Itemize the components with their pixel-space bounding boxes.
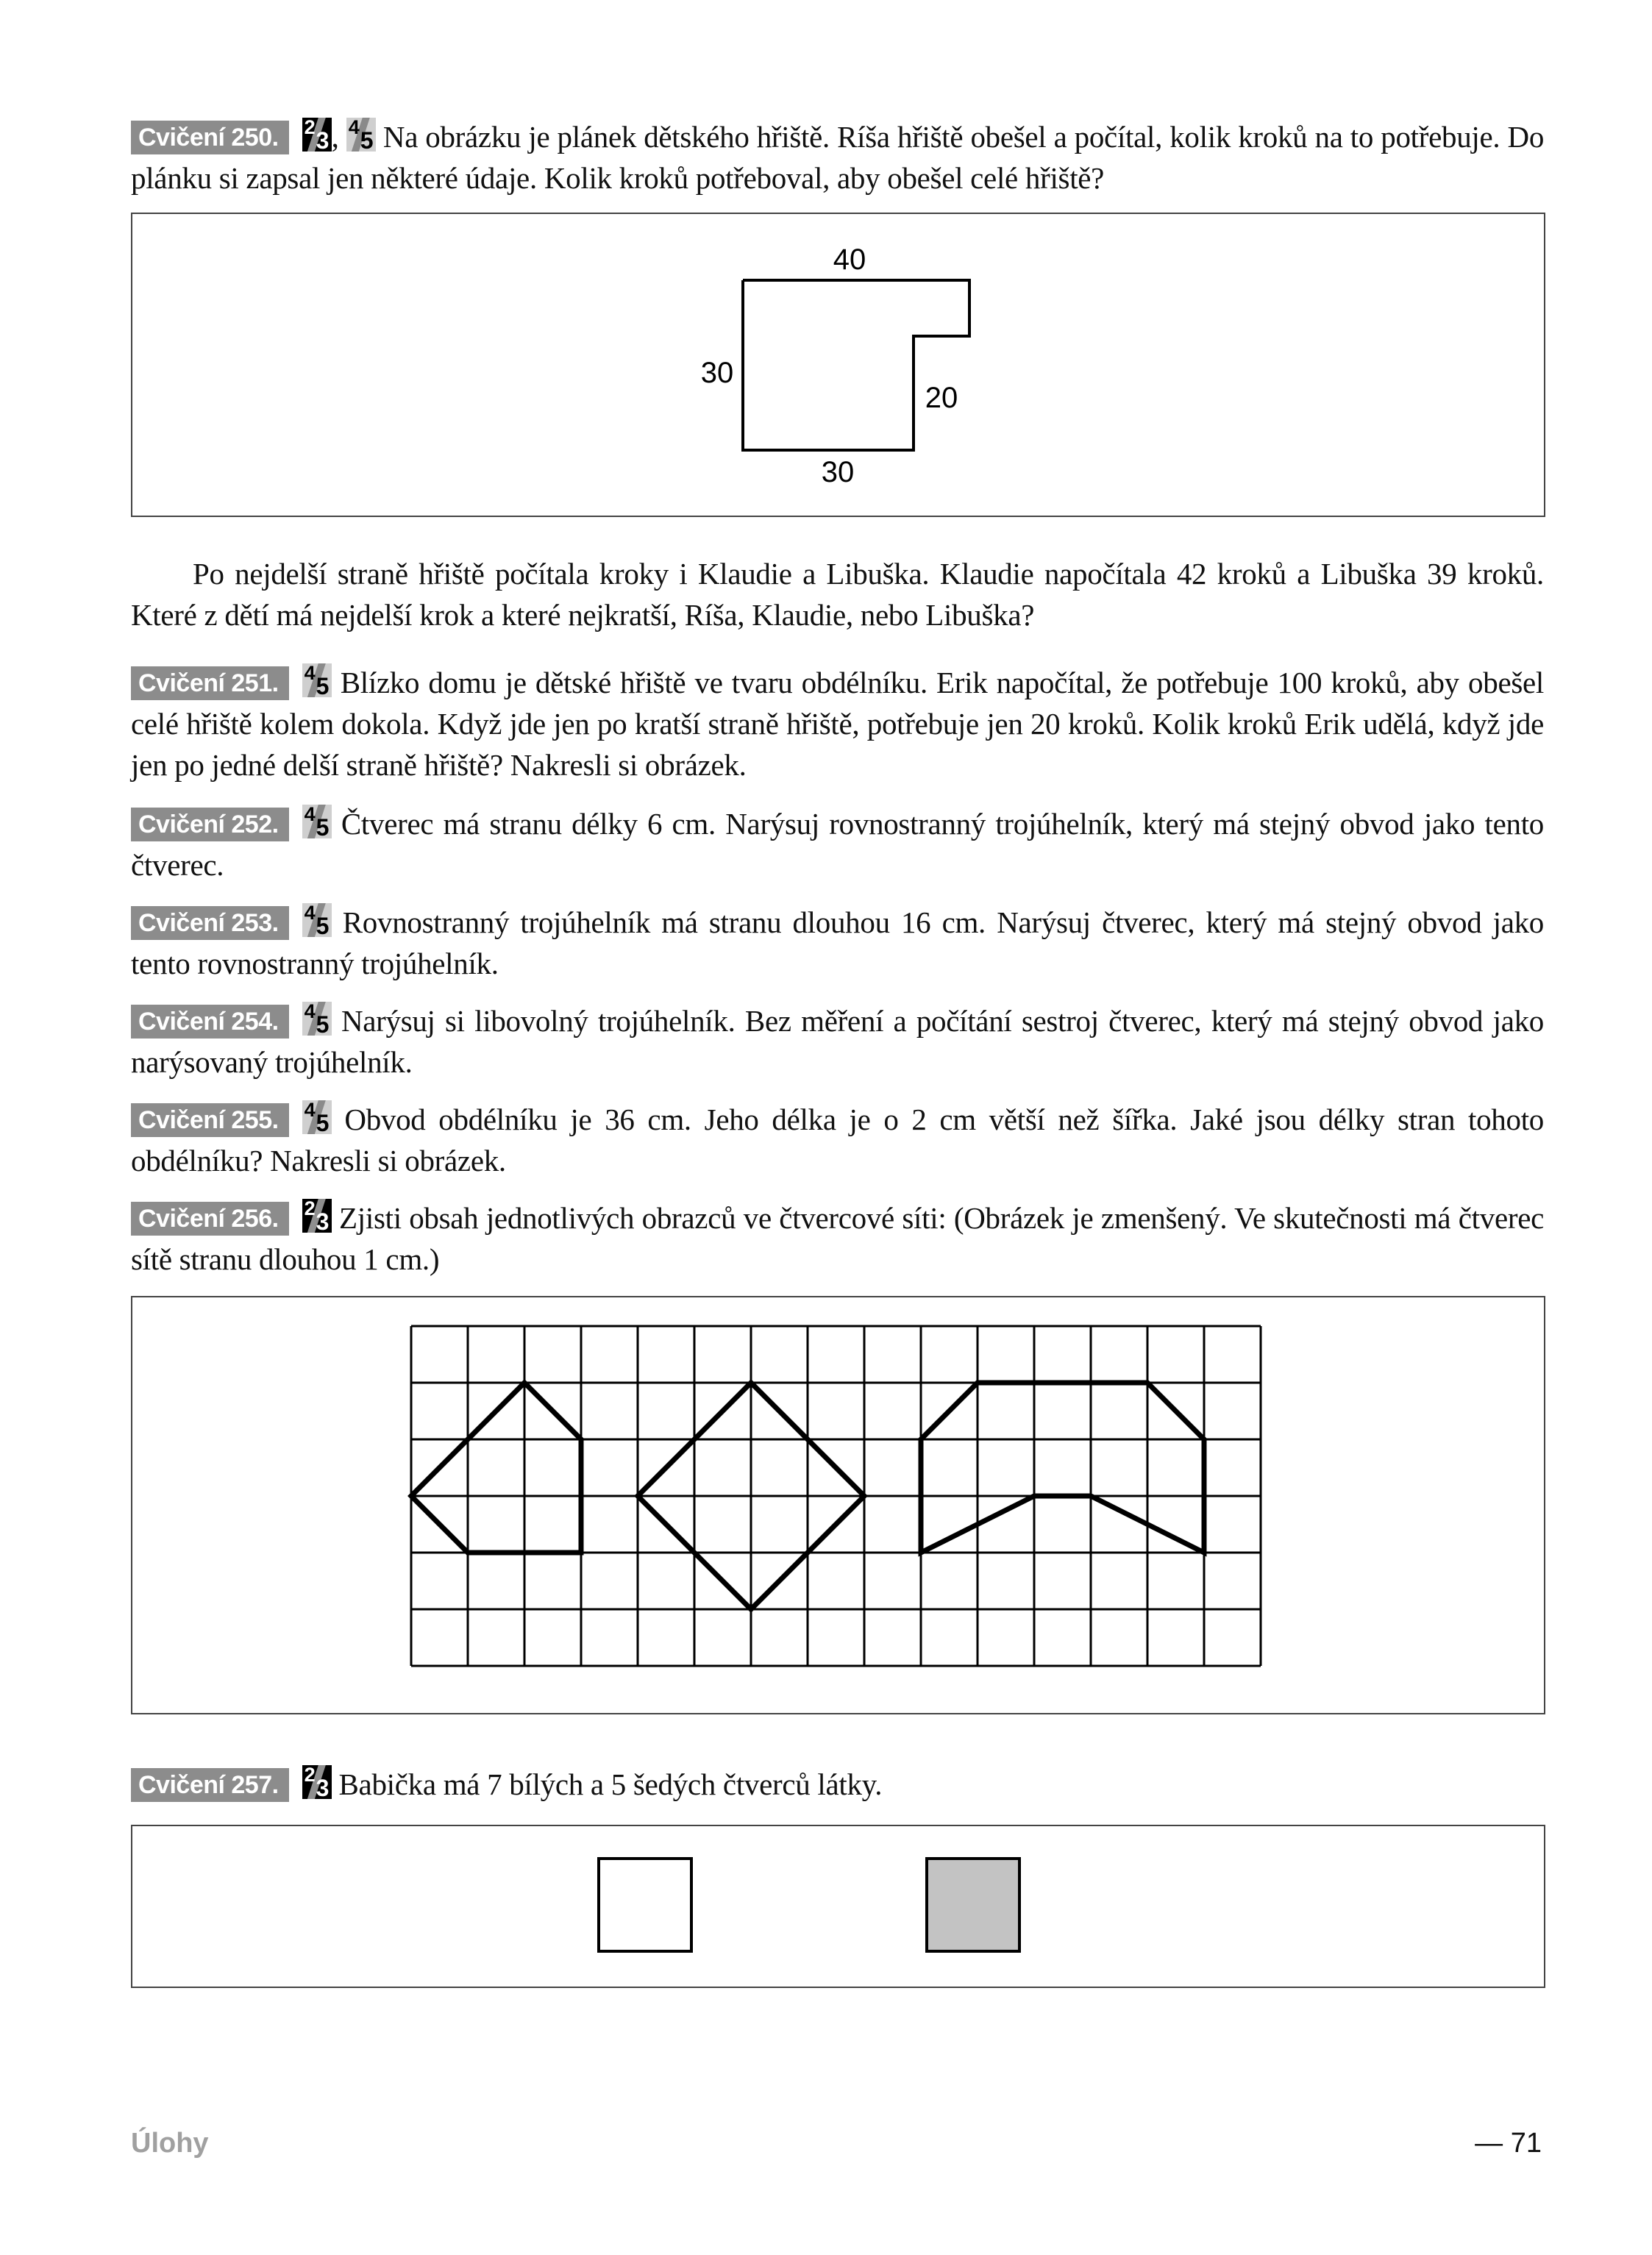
grade-badge-4-5: 4 5	[302, 903, 332, 937]
exercise-label: Cvičení 254.	[131, 1005, 289, 1039]
square-grid-diagram	[132, 1297, 1544, 1713]
exercise-257	[131, 1764, 1544, 1805]
grade-badge-2-3: 2 3	[302, 1765, 332, 1799]
dim-label-top: 40	[833, 243, 866, 276]
grade-badge-4-5: 4 5	[302, 1002, 332, 1036]
exercise-label: Cvičení 253.	[131, 906, 289, 940]
dim-label-bottom: 30	[821, 456, 855, 488]
exercise-label: Cvičení 257.	[131, 1768, 289, 1802]
exercise-256	[131, 1197, 1544, 1280]
exercise-label: Cvičení 256.	[131, 1202, 289, 1236]
grade-badge-4-5: 4 5	[302, 1100, 332, 1134]
exercise-label: Cvičení 255.	[131, 1103, 289, 1137]
grade-badge-4-5: 4 5	[302, 663, 332, 697]
grade-badge-2-3: 2 3	[302, 118, 332, 152]
exercise-251	[131, 662, 1544, 785]
exercise-252	[131, 803, 1544, 886]
exercise-text: Na obrázku je plánek dětského hřiště. Ríša hřiště obešel a počítal, kolik kroků na to potřebuje. Do plánku si zapsal jen některé údaje. Kolik kroků potřeboval, aby obešel celé hřiště?	[131, 120, 1545, 195]
exercise-254	[131, 1000, 1544, 1083]
playground-plan-figure	[131, 213, 1545, 517]
page-number: — 71	[1475, 2128, 1542, 2159]
dim-label-left: 30	[700, 357, 734, 389]
grade-badge-4-5: 4 5	[346, 118, 376, 152]
exercise-250-followup: Po nejdelší straně hřiště počítala kroky i Klaudie a Libuška. Klaudie napočítala 42 kroků a Libuška 39 kroků. Které z dětí má nejdelší krok a které nejkratší, Ríša, Klaudie, nebo Libuška?	[131, 557, 1544, 632]
grade-badge-4-5: 4 5	[302, 805, 332, 838]
grey-fabric-square	[925, 1857, 1021, 1953]
exercise-text: Blízko domu je dětské hřiště ve tvaru obdélníku. Erik napočítal, že potřebuje 100 kroků, aby obešel celé hřiště kolem dokola. Když jde jen po kratší straně hřiště, potřebuje jen 20 kroků. Kolik kroků Erik udělá, když jde jen po jedné delší straně hřiště? Nakresli si obrázek.	[131, 666, 1544, 782]
square-grid-figure	[131, 1296, 1545, 1714]
exercise-text: Rovnostranný trojúhelník má stranu dlouhou 16 cm. Narýsuj čtverec, který má stejný obvod jako tento rovnostranný trojúhelník.	[131, 905, 1545, 980]
exercise-text: Narýsuj si libovolný trojúhelník. Bez měření a počítání sestroj čtverec, který má stejný obvod jako narýsovaný trojúhelník.	[131, 1004, 1544, 1079]
exercise-label: Cvičení 252.	[131, 808, 289, 841]
exercise-text: Zjisti obsah jednotlivých obrazců ve čtvercové síti: (Obrázek je zmenšený. Ve skutečnosti má čtverec sítě stranu dlouhou 1 cm.)	[131, 1201, 1544, 1276]
exercise-250: Cvičení 250. 2 3 , 4 5 Na obrázku je plánek dětského hřiště. Ríša hřiště obešel a počítal, kolik kroků na to potřebuje. Do plánku si zapsal jen některé údaje. Kolik kroků potřeboval, aby obešel celé hřiště?	[131, 116, 1544, 199]
dim-label-right: 20	[925, 382, 958, 414]
exercise-text: Babička má 7 bílých a 5 šedých čtverců látky.	[338, 1767, 883, 1801]
exercise-text: Čtverec má stranu délky 6 cm. Narýsuj rovnostranný trojúhelník, který má stejný obvod jako tento čtverec.	[131, 807, 1544, 882]
footer-section-title: Úlohy	[131, 2128, 209, 2159]
exercise-text: Obvod obdélníku je 36 cm. Jeho délka je o 2 cm větší než šířka. Jaké jsou délky stran tohoto obdélníku? Nakresli si obrázek.	[131, 1102, 1544, 1178]
white-fabric-square	[597, 1857, 693, 1953]
grid-shape-1	[411, 1383, 581, 1553]
exercise-253	[131, 902, 1544, 984]
grade-badge-2-3: 2 3	[302, 1199, 332, 1233]
exercise-label: Cvičení 250.	[131, 121, 289, 154]
fabric-squares-figure	[131, 1825, 1545, 1988]
exercise-255	[131, 1099, 1544, 1181]
grid-shape-3	[921, 1383, 1204, 1553]
exercise-label: Cvičení 251.	[131, 666, 289, 700]
playground-plan-diagram	[132, 214, 1544, 516]
